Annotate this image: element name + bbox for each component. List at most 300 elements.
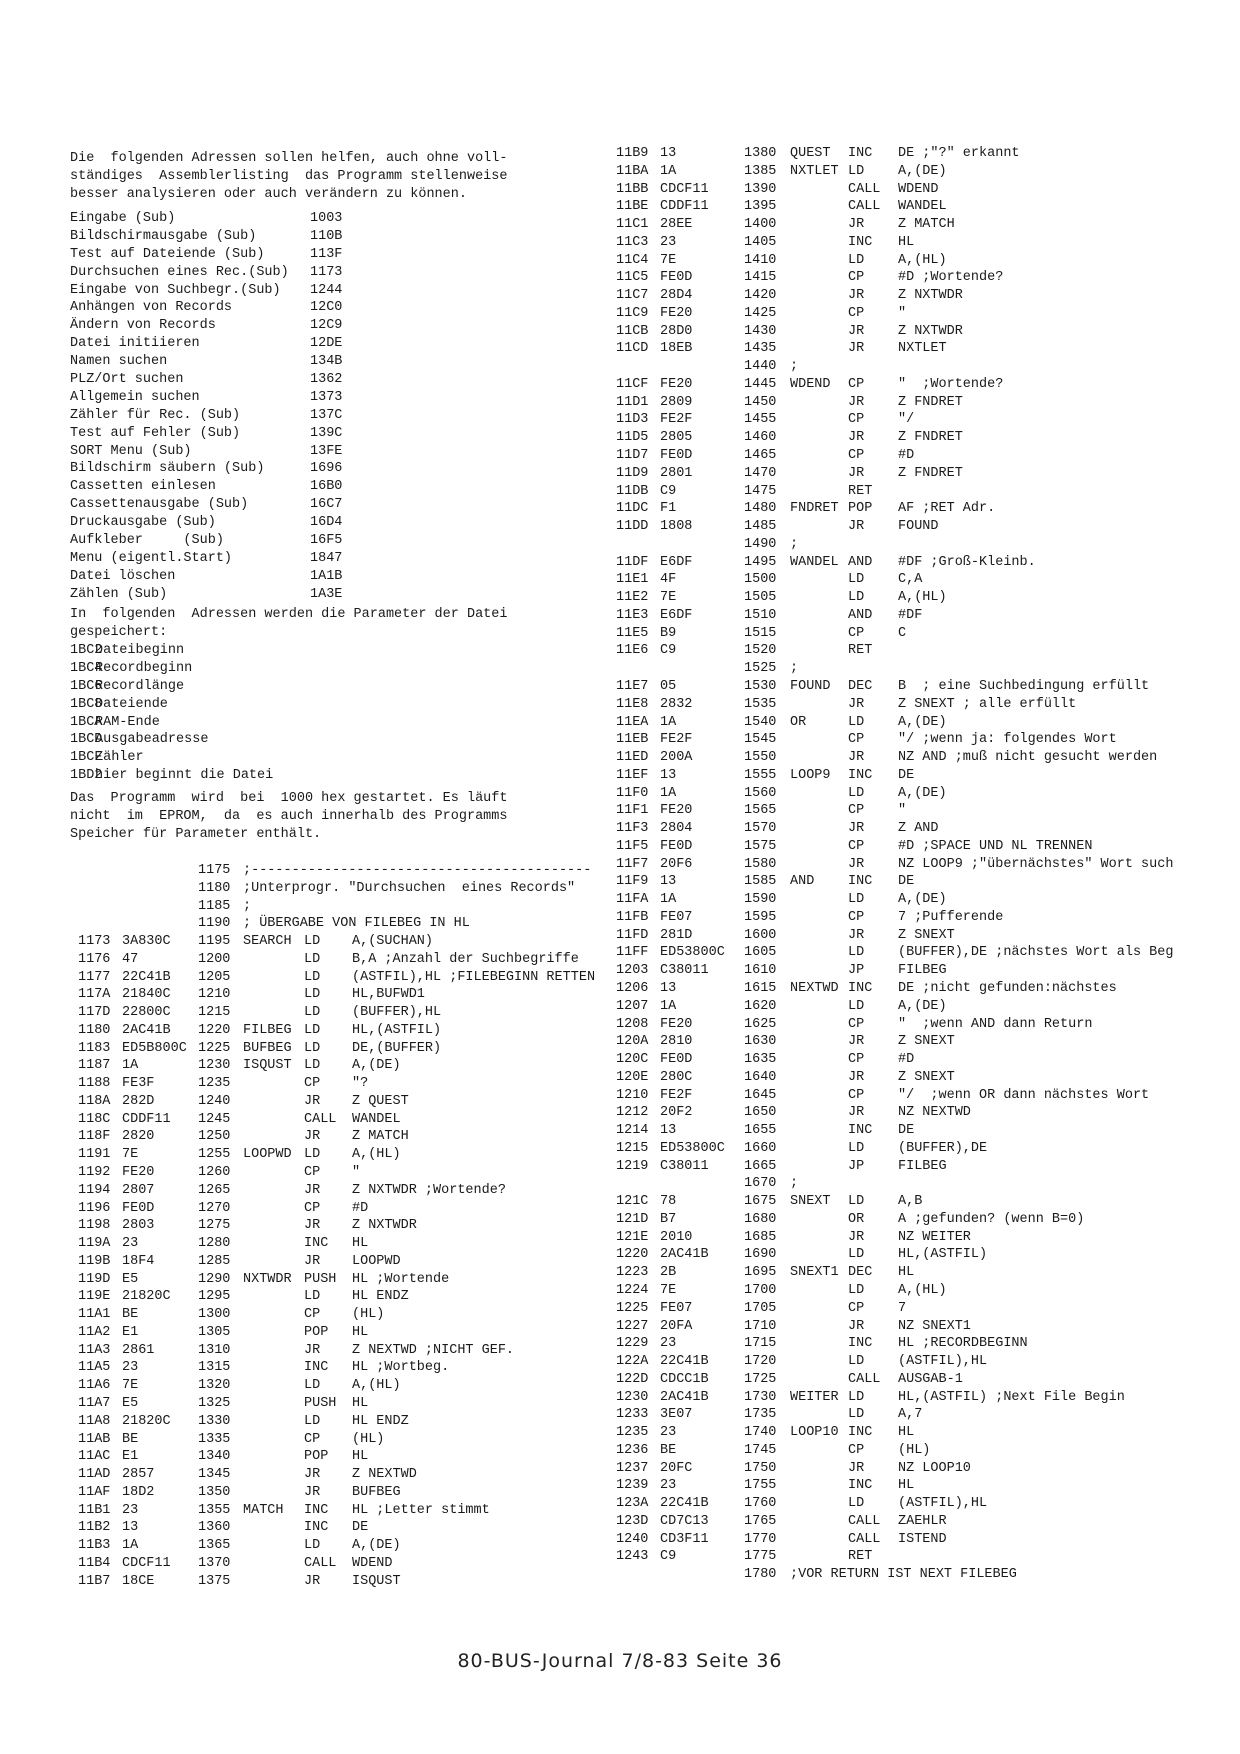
operand: (ASTFIL),HL <box>898 1354 988 1370</box>
memory-address: 11ED <box>616 750 649 766</box>
assembler-listing-left <box>78 862 618 1590</box>
parameter-name: Recordbeginn <box>95 660 193 676</box>
object-code: FE3F <box>122 1076 155 1092</box>
opcode: INC <box>848 1336 873 1352</box>
object-code: 2809 <box>660 394 693 410</box>
routine-address: 12DE <box>310 336 343 352</box>
opcode: CP <box>848 1052 865 1068</box>
line-number: 1620 <box>744 998 777 1014</box>
label: LOOP10 <box>790 1425 839 1441</box>
memory-address: 11F9 <box>616 874 649 890</box>
memory-address: 11D7 <box>616 448 649 464</box>
listing-row <box>616 820 1216 838</box>
operand: (HL) <box>898 1442 931 1458</box>
operand: HL <box>898 1425 915 1441</box>
listing-row <box>616 785 1216 803</box>
listing-row <box>616 483 1216 501</box>
line-number: 1265 <box>198 1182 231 1198</box>
listing-row <box>78 1377 618 1395</box>
listing-row <box>78 1182 618 1200</box>
operand: HL ;Wortbeg. <box>352 1360 450 1376</box>
listing-row <box>78 933 618 951</box>
operand: A,(DE) <box>352 1058 401 1074</box>
object-code: FE0D <box>122 1200 155 1216</box>
object-code: 2AC41B <box>660 1389 709 1405</box>
page-footer: 80-BUS-Journal 7/8-83 Seite 36 <box>457 1650 783 1672</box>
opcode: LD <box>848 1194 865 1210</box>
address-row <box>70 443 490 461</box>
listing-row <box>616 1371 1216 1389</box>
object-code: B7 <box>660 1211 677 1227</box>
line-number: 1725 <box>744 1371 777 1387</box>
label: AND <box>790 874 815 890</box>
listing-row <box>616 1548 1216 1566</box>
opcode: CALL <box>304 1111 337 1127</box>
memory-address: 11B2 <box>78 1520 111 1536</box>
operand: HL <box>352 1449 369 1465</box>
line-number: 1610 <box>744 963 777 979</box>
memory-address: 1183 <box>78 1040 111 1056</box>
line-number: 1605 <box>744 945 777 961</box>
line-number: 1290 <box>198 1271 231 1287</box>
object-code: C38011 <box>660 963 709 979</box>
parameter-row <box>70 714 590 732</box>
opcode: RET <box>848 1549 873 1565</box>
object-code: FE0D <box>660 838 693 854</box>
listing-row <box>616 802 1216 820</box>
memory-address: 11FA <box>616 892 649 908</box>
listing-row <box>616 696 1216 714</box>
listing-row <box>616 891 1216 909</box>
memory-address: 1176 <box>78 951 111 967</box>
opcode: OR <box>848 1211 865 1227</box>
memory-address: 122A <box>616 1354 649 1370</box>
listing-row <box>616 1495 1216 1513</box>
listing-row <box>616 500 1216 518</box>
operand: A,(DE) <box>898 785 947 801</box>
opcode: INC <box>304 1236 329 1252</box>
opcode: CP <box>848 305 865 321</box>
object-code: B9 <box>660 625 677 641</box>
operand: DE ;"?" erkannt <box>898 146 1020 161</box>
line-number: 1190 <box>198 916 231 932</box>
memory-address: 1239 <box>616 1478 649 1494</box>
object-code: FE2F <box>660 1087 693 1103</box>
label: WANDEL <box>790 554 839 570</box>
operand: DE ;nicht gefunden:nächstes <box>898 980 1117 996</box>
line-number: 1325 <box>198 1395 231 1411</box>
memory-address: 1198 <box>78 1218 111 1234</box>
listing-row <box>616 1424 1216 1442</box>
listing-row <box>78 1057 618 1075</box>
opcode: LD <box>304 1538 321 1554</box>
opcode: LD <box>848 998 865 1014</box>
listing-row <box>616 1460 1216 1478</box>
object-code: 20FA <box>660 1318 693 1334</box>
parameter-row <box>70 678 590 696</box>
operand: A,(HL) <box>898 1283 947 1298</box>
operand: A ;gefunden? (wenn B=0) <box>898 1211 1085 1227</box>
line-number: 1750 <box>744 1460 777 1476</box>
operand: Z FNDRET <box>898 430 963 446</box>
listing-row <box>78 1359 618 1377</box>
object-code: CDDF11 <box>122 1111 171 1127</box>
object-code: 2805 <box>660 430 693 446</box>
object-code: 2AC41B <box>660 1247 709 1263</box>
comment: ; <box>790 661 799 677</box>
operand: Z MATCH <box>352 1129 409 1145</box>
address-row <box>70 496 490 514</box>
opcode: CP <box>848 270 865 286</box>
object-code: 2801 <box>660 465 693 481</box>
operand: Z SNEXT <box>898 927 955 943</box>
operand: #D <box>898 448 915 464</box>
memory-address: 1192 <box>78 1165 111 1181</box>
routine-address: 134B <box>310 354 343 370</box>
line-number: 1700 <box>744 1283 777 1298</box>
line-number: 1640 <box>744 1069 777 1085</box>
listing-row <box>616 1353 1216 1371</box>
listing-row <box>78 1519 618 1537</box>
object-code: 22C41B <box>122 969 171 985</box>
opcode: JR <box>848 465 865 481</box>
memory-address: 121E <box>616 1229 649 1245</box>
opcode: JR <box>848 288 865 304</box>
object-code: E5 <box>122 1395 139 1411</box>
operand: LOOPWD <box>352 1253 401 1269</box>
address-row <box>70 246 490 264</box>
line-number: 1410 <box>744 252 777 268</box>
listing-row <box>616 394 1216 412</box>
memory-address: 11AF <box>78 1484 111 1500</box>
listing-row <box>78 1342 618 1360</box>
memory-address: 1203 <box>616 963 649 979</box>
operand: Z SNEXT <box>898 1034 955 1050</box>
listing-row <box>616 1069 1216 1087</box>
object-code: 282D <box>122 1093 155 1109</box>
line-number: 1180 <box>198 880 231 896</box>
object-code: FE0D <box>660 448 693 464</box>
object-code: CDCF11 <box>660 181 709 197</box>
listing-row <box>78 1075 618 1093</box>
operand: A,(DE) <box>898 892 947 908</box>
opcode: JR <box>848 1460 865 1476</box>
object-code: F1 <box>660 501 677 517</box>
label: NEXTWD <box>790 980 839 996</box>
object-code: E6DF <box>660 607 693 623</box>
object-code: FE07 <box>660 909 693 925</box>
operand: A,(DE) <box>898 998 947 1014</box>
memory-address: 1224 <box>616 1283 649 1298</box>
memory-address: 1188 <box>78 1076 111 1092</box>
operand: HL,(ASTFIL) <box>898 1247 988 1263</box>
routine-name: Zähler für Rec. (Sub) <box>70 407 241 423</box>
operand: HL,(ASTFIL) <box>352 1022 442 1038</box>
opcode: LD <box>848 1407 865 1423</box>
memory-address: 11BA <box>616 163 649 179</box>
line-number: 1205 <box>198 969 231 985</box>
memory-address: 123A <box>616 1496 649 1512</box>
line-number: 1320 <box>198 1378 231 1394</box>
listing-row <box>78 1111 618 1129</box>
object-code: ED53800C <box>660 945 725 961</box>
memory-address: 11DC <box>616 501 649 517</box>
opcode: LD <box>304 1005 321 1021</box>
routine-name: PLZ/Ort suchen <box>70 372 184 388</box>
opcode: LD <box>848 785 865 801</box>
object-code: 281D <box>660 927 693 943</box>
opcode: CP <box>848 1442 865 1458</box>
address-row <box>70 210 490 228</box>
memory-address: 11E2 <box>616 590 649 606</box>
listing-row <box>616 1282 1216 1300</box>
operand: DE <box>898 1123 915 1139</box>
object-code: 22C41B <box>660 1496 709 1512</box>
line-number: 1240 <box>198 1093 231 1109</box>
listing-row <box>616 1016 1216 1034</box>
parameter-row <box>70 749 590 767</box>
line-number: 1175 <box>198 863 231 878</box>
opcode: CALL <box>848 1513 881 1529</box>
line-number: 1220 <box>198 1022 231 1038</box>
opcode: JR <box>848 1229 865 1245</box>
listing-row <box>616 340 1216 358</box>
object-code: 18F4 <box>122 1253 155 1269</box>
operand: HL,(ASTFIL) ;Next File Begin <box>898 1389 1125 1405</box>
memory-address: 11C4 <box>616 252 649 268</box>
opcode: JR <box>304 1573 321 1589</box>
label: MATCH <box>243 1502 284 1518</box>
object-code: 23 <box>122 1360 139 1376</box>
object-code: FE20 <box>660 1016 693 1032</box>
parameter-row <box>70 767 590 785</box>
listing-row <box>616 1442 1216 1460</box>
operand: ZAEHLR <box>898 1513 947 1529</box>
operand: #DF ;Groß-Kleinb. <box>898 554 1036 570</box>
parameter-name: RAM-Ende <box>95 714 160 730</box>
memory-address: 11AD <box>78 1467 111 1483</box>
listing-row <box>78 1324 618 1342</box>
comment: ; <box>243 898 252 914</box>
parameter-address: 1BC2 <box>70 643 103 658</box>
memory-address: 123D <box>616 1513 649 1529</box>
operand: BUFBEG <box>352 1484 401 1500</box>
memory-address: 11A8 <box>78 1413 111 1429</box>
opcode: LD <box>848 1140 865 1156</box>
operand: (ASTFIL),HL <box>898 1496 988 1512</box>
operand: "/ <box>898 412 915 428</box>
routine-address: 13FE <box>310 443 343 459</box>
listing-row <box>616 589 1216 607</box>
object-code: 21820C <box>122 1413 171 1429</box>
operand: HL ENDZ <box>352 1413 409 1429</box>
object-code: 23 <box>122 1236 139 1252</box>
opcode: CP <box>848 376 865 392</box>
listing-row <box>78 1413 618 1431</box>
operand: (BUFFER),HL <box>352 1005 442 1021</box>
object-code: 2807 <box>122 1182 155 1198</box>
routine-name: Menu (eigentl.Start) <box>70 550 233 566</box>
memory-address: 1207 <box>616 998 649 1014</box>
operand: "/ ;wenn ja: folgendes Wort <box>898 732 1117 748</box>
line-number: 1260 <box>198 1165 231 1181</box>
listing-row <box>78 969 618 987</box>
memory-address: 11FD <box>616 927 649 943</box>
object-code: 20FC <box>660 1460 693 1476</box>
opcode: INC <box>848 1425 873 1441</box>
routine-name: Ändern von Records <box>70 318 216 334</box>
opcode: POP <box>304 1324 329 1340</box>
opcode: LD <box>848 714 865 730</box>
operand: WANDEL <box>352 1111 401 1127</box>
opcode: CP <box>848 625 865 641</box>
start-note-line: Speicher für Parameter enthält. <box>70 826 322 842</box>
parameter-name: hier beginnt die Datei <box>95 768 274 784</box>
memory-address: 11E1 <box>616 572 649 588</box>
listing-row <box>616 465 1216 483</box>
operand: Z FNDRET <box>898 394 963 410</box>
operand: A,(SUCHAN) <box>352 934 434 950</box>
operand: Z NEXTWD ;NICHT GEF. <box>352 1342 515 1358</box>
listing-row <box>616 1033 1216 1051</box>
operand: 7 ;Pufferende <box>898 909 1004 925</box>
object-code: 1A <box>660 785 677 801</box>
memory-address: 1194 <box>78 1182 111 1198</box>
opcode: CP <box>848 803 865 819</box>
memory-address: 11CB <box>616 323 649 339</box>
parameter-name: Recordlänge <box>95 678 185 694</box>
object-code: 2010 <box>660 1229 693 1245</box>
line-number: 1245 <box>198 1111 231 1127</box>
memory-address: 11BE <box>616 199 649 215</box>
object-code: C9 <box>660 643 677 659</box>
memory-address: 118F <box>78 1129 111 1145</box>
listing-row <box>616 571 1216 589</box>
memory-address: 11DB <box>616 483 649 499</box>
object-code: 28D4 <box>660 288 693 304</box>
line-number: 1775 <box>744 1549 777 1565</box>
opcode: CP <box>848 1016 865 1032</box>
opcode: CP <box>304 1200 321 1216</box>
memory-address: 11EF <box>616 767 649 783</box>
memory-address: 119B <box>78 1253 111 1269</box>
listing-row <box>616 1477 1216 1495</box>
operand: 7 <box>898 1300 907 1316</box>
memory-address: 11E3 <box>616 607 649 623</box>
opcode: CP <box>848 448 865 464</box>
listing-row <box>78 1217 618 1235</box>
memory-address: 11D9 <box>616 465 649 481</box>
listing-row <box>616 234 1216 252</box>
opcode: JR <box>304 1342 321 1358</box>
memory-address: 11A7 <box>78 1395 111 1411</box>
memory-address: 1191 <box>78 1147 111 1163</box>
opcode: CP <box>848 1300 865 1316</box>
opcode: LD <box>848 1389 865 1405</box>
line-number: 1645 <box>744 1087 777 1103</box>
object-code: 23 <box>122 1502 139 1518</box>
operand: Z QUEST <box>352 1093 409 1109</box>
line-number: 1365 <box>198 1538 231 1554</box>
object-code: 13 <box>122 1520 139 1536</box>
listing-row <box>78 1128 618 1146</box>
memory-address: 11B1 <box>78 1502 111 1518</box>
memory-address: 11A2 <box>78 1324 111 1340</box>
comment: ; <box>790 536 799 552</box>
memory-address: 1212 <box>616 1105 649 1121</box>
listing-row <box>616 1389 1216 1407</box>
address-row <box>70 425 490 443</box>
line-number: 1670 <box>744 1176 777 1192</box>
listing-row <box>616 1140 1216 1158</box>
listing-row <box>78 1164 618 1182</box>
memory-address: 1214 <box>616 1123 649 1139</box>
routine-address: 1003 <box>310 211 343 226</box>
line-number: 1250 <box>198 1129 231 1145</box>
listing-row <box>616 1229 1216 1247</box>
opcode: CALL <box>848 181 881 197</box>
opcode: JR <box>304 1467 321 1483</box>
opcode: LD <box>848 590 865 606</box>
line-number: 1310 <box>198 1342 231 1358</box>
memory-address: 11A1 <box>78 1307 111 1323</box>
assembler-listing-right <box>616 145 1216 1584</box>
opcode: INC <box>848 234 873 250</box>
line-number: 1550 <box>744 750 777 766</box>
listing-row <box>78 986 618 1004</box>
routine-address: 137C <box>310 407 343 423</box>
address-row <box>70 460 490 478</box>
operand: "/ ;wenn OR dann nächstes Wort <box>898 1087 1150 1103</box>
object-code: 7E <box>660 1283 677 1298</box>
memory-address: 11AC <box>78 1449 111 1465</box>
routine-name: Anhängen von Records <box>70 300 233 316</box>
listing-row <box>616 447 1216 465</box>
object-code: 20F2 <box>660 1105 693 1121</box>
routine-name: Allgemein suchen <box>70 389 200 405</box>
comment: ; <box>790 1176 799 1192</box>
line-number: 1185 <box>198 898 231 914</box>
line-number: 1495 <box>744 554 777 570</box>
listing-row <box>616 678 1216 696</box>
object-code: 1A <box>660 998 677 1014</box>
operand: DE <box>898 874 915 890</box>
operand: WANDEL <box>898 199 947 215</box>
line-number: 1685 <box>744 1229 777 1245</box>
line-number: 1350 <box>198 1484 231 1500</box>
operand: AF ;RET Adr. <box>898 501 996 517</box>
memory-address: 11BB <box>616 181 649 197</box>
operand: B,A ;Anzahl der Suchbegriffe <box>352 951 579 967</box>
opcode: LD <box>848 572 865 588</box>
object-code: E1 <box>122 1324 139 1340</box>
address-row <box>70 532 490 550</box>
listing-row <box>616 1264 1216 1282</box>
line-number: 1200 <box>198 951 231 967</box>
line-number: 1485 <box>744 519 777 535</box>
object-code: 2803 <box>122 1218 155 1234</box>
opcode: LD <box>304 1378 321 1394</box>
parameter-row <box>70 731 590 749</box>
operand: Z NXTWDR <box>898 288 963 304</box>
line-number: 1375 <box>198 1573 231 1589</box>
line-number: 1540 <box>744 714 777 730</box>
operand: A,B <box>898 1194 923 1210</box>
address-row <box>70 299 490 317</box>
memory-address: 118A <box>78 1093 111 1109</box>
object-code: BE <box>660 1442 677 1458</box>
opcode: LD <box>304 951 321 967</box>
